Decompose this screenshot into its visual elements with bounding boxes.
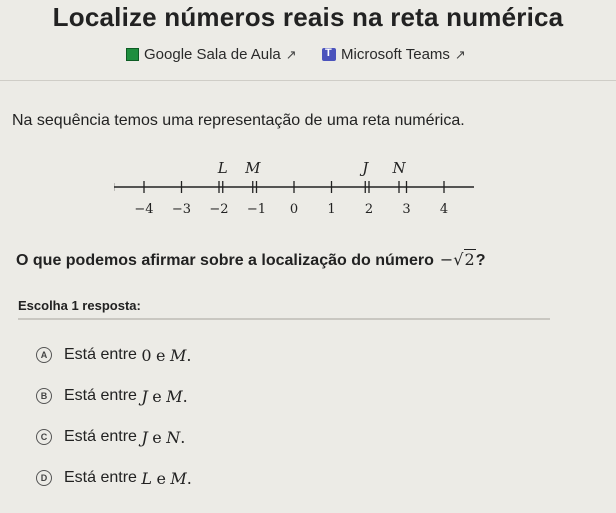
- option-d-end: .: [186, 468, 192, 488]
- intro-text: Na sequência temos uma representação de uma reta numérica.: [12, 112, 465, 129]
- math-minus: −: [439, 250, 454, 269]
- answer-instruction: Escolha 1 resposta:: [18, 298, 141, 313]
- radio-c[interactable]: C: [36, 429, 52, 445]
- sqrt-radicand: 2: [464, 250, 475, 269]
- radio-a[interactable]: A: [36, 347, 52, 363]
- microsoft-teams-link[interactable]: [322, 46, 466, 63]
- sqrt-symbol: √: [453, 250, 464, 269]
- option-d-second: M: [170, 468, 187, 488]
- microsoft-teams-icon: [322, 48, 336, 61]
- option-b-first: J: [141, 386, 148, 406]
- tick-label: −4: [134, 202, 154, 217]
- radio-d[interactable]: D: [36, 470, 52, 486]
- option-a[interactable]: [36, 336, 192, 374]
- option-a-second: M: [169, 345, 187, 365]
- microsoft-teams-label: Microsoft Teams: [341, 46, 450, 63]
- point-label: N: [392, 159, 406, 177]
- tick-label: 0: [289, 202, 299, 217]
- number-line: [114, 152, 474, 232]
- option-c-end: .: [180, 427, 186, 447]
- option-c-second: N: [166, 427, 181, 447]
- option-c-prefix: Está entre: [64, 428, 137, 445]
- option-c-first: J: [141, 427, 148, 447]
- tick-label: 3: [402, 202, 411, 217]
- option-b-prefix: Está entre: [64, 387, 137, 404]
- option-d-first: L: [141, 468, 153, 488]
- external-link-icon: ↗: [285, 46, 297, 62]
- option-d[interactable]: [36, 459, 192, 497]
- google-classroom-icon: [126, 48, 139, 61]
- tick-label: 1: [327, 202, 336, 217]
- question-math: [440, 250, 476, 269]
- question-suffix: ?: [475, 252, 486, 269]
- point-label: M: [245, 159, 261, 177]
- option-b-end: .: [182, 386, 188, 406]
- google-classroom-label: Google Sala de Aula: [144, 46, 281, 63]
- tick-label: 2: [364, 202, 374, 217]
- point-label: J: [362, 159, 369, 177]
- question-label: O que podemos afirmar sobre a localização do número: [16, 252, 434, 269]
- divider: [0, 80, 616, 81]
- app-links: [0, 46, 616, 72]
- tick-label: −1: [246, 202, 267, 217]
- option-a-conj: e: [156, 345, 166, 365]
- divider: [18, 318, 550, 320]
- option-a-prefix: Está entre: [64, 346, 137, 363]
- point-label: L: [217, 159, 228, 177]
- option-b[interactable]: [36, 377, 192, 415]
- option-b-second: M: [166, 386, 183, 406]
- google-classroom-link[interactable]: [126, 46, 297, 63]
- radio-b[interactable]: B: [36, 388, 52, 404]
- answer-options: [36, 336, 192, 500]
- option-a-first: 0: [141, 345, 152, 365]
- option-b-conj: e: [152, 386, 162, 406]
- page-title: Localize números reais na reta numérica: [52, 2, 564, 32]
- option-a-end: .: [186, 345, 192, 365]
- question-text: [16, 250, 485, 270]
- option-c[interactable]: [36, 418, 192, 456]
- option-d-prefix: Está entre: [64, 469, 137, 486]
- option-c-conj: e: [152, 427, 162, 447]
- tick-label: −3: [171, 202, 192, 217]
- tick-label: −2: [209, 202, 229, 217]
- external-link-icon: ↗: [454, 46, 466, 62]
- tick-label: 4: [439, 202, 449, 217]
- option-d-conj: e: [156, 468, 166, 488]
